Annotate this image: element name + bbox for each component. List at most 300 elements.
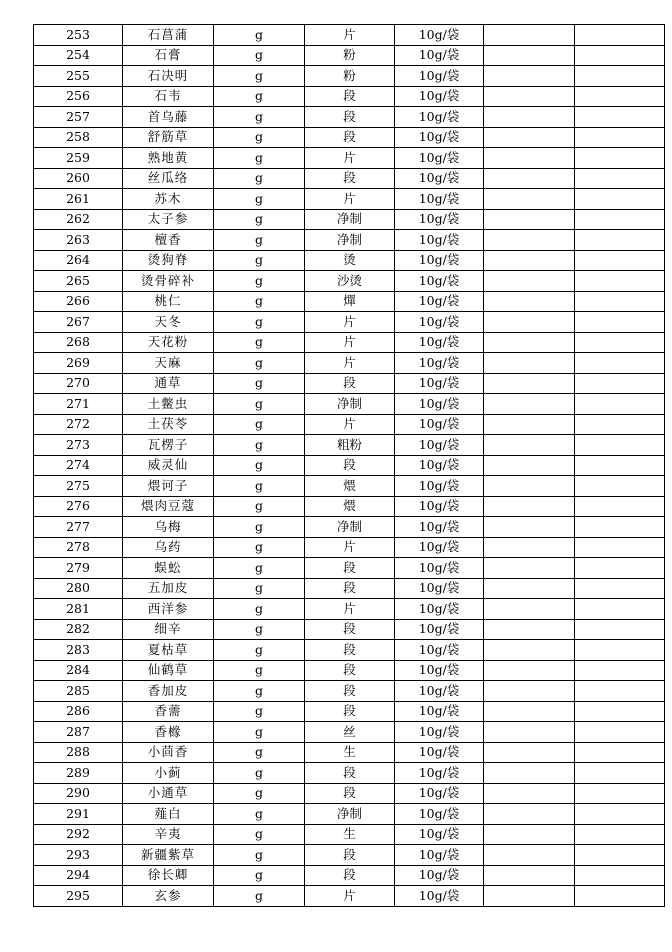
package-cell: 10g/袋 — [395, 107, 484, 128]
empty-cell — [575, 496, 665, 517]
empty-cell — [484, 107, 575, 128]
herb-name: 石菖蒲 — [123, 25, 214, 46]
unit-cell: g — [214, 865, 305, 886]
empty-cell — [575, 558, 665, 579]
empty-cell — [575, 681, 665, 702]
table-row — [34, 742, 665, 763]
unit-cell: g — [214, 250, 305, 271]
herb-name: 太子参 — [123, 209, 214, 230]
package-cell: 10g/袋 — [395, 250, 484, 271]
row-number: 283 — [34, 640, 123, 661]
empty-cell — [575, 66, 665, 87]
unit-cell: g — [214, 681, 305, 702]
empty-cell — [575, 86, 665, 107]
empty-cell — [484, 250, 575, 271]
table-row — [34, 599, 665, 620]
unit-cell: g — [214, 578, 305, 599]
empty-cell — [484, 845, 575, 866]
package-cell: 10g/袋 — [395, 25, 484, 46]
empty-cell — [484, 476, 575, 497]
row-number: 258 — [34, 127, 123, 148]
empty-cell — [575, 865, 665, 886]
empty-cell — [575, 722, 665, 743]
row-number: 276 — [34, 496, 123, 517]
empty-cell — [575, 660, 665, 681]
empty-cell — [575, 599, 665, 620]
spec-cell: 段 — [305, 86, 395, 107]
unit-cell: g — [214, 660, 305, 681]
unit-cell: g — [214, 845, 305, 866]
table-row — [34, 804, 665, 825]
table-row — [34, 783, 665, 804]
spec-cell: 段 — [305, 681, 395, 702]
package-cell: 10g/袋 — [395, 45, 484, 66]
empty-cell — [575, 291, 665, 312]
row-number: 277 — [34, 517, 123, 538]
herb-name: 煨肉豆蔻 — [123, 496, 214, 517]
empty-cell — [484, 619, 575, 640]
package-cell: 10g/袋 — [395, 640, 484, 661]
spec-cell: 段 — [305, 660, 395, 681]
herb-name: 薤白 — [123, 804, 214, 825]
spec-cell: 段 — [305, 640, 395, 661]
empty-cell — [484, 86, 575, 107]
empty-cell — [575, 701, 665, 722]
empty-cell — [484, 537, 575, 558]
empty-cell — [575, 886, 665, 907]
herb-name: 桃仁 — [123, 291, 214, 312]
table-row — [34, 230, 665, 251]
unit-cell: g — [214, 640, 305, 661]
unit-cell: g — [214, 271, 305, 292]
row-number: 266 — [34, 291, 123, 312]
spec-cell: 段 — [305, 373, 395, 394]
spec-cell: 片 — [305, 414, 395, 435]
unit-cell: g — [214, 783, 305, 804]
spec-cell: 段 — [305, 865, 395, 886]
spec-cell: 生 — [305, 824, 395, 845]
table-row — [34, 291, 665, 312]
empty-cell — [484, 168, 575, 189]
herb-name: 石膏 — [123, 45, 214, 66]
empty-cell — [575, 824, 665, 845]
empty-cell — [484, 681, 575, 702]
table-row — [34, 107, 665, 128]
spec-cell: 片 — [305, 312, 395, 333]
herb-name: 蜈蚣 — [123, 558, 214, 579]
empty-cell — [484, 824, 575, 845]
empty-cell — [484, 373, 575, 394]
table-row — [34, 865, 665, 886]
package-cell: 10g/袋 — [395, 681, 484, 702]
empty-cell — [575, 394, 665, 415]
empty-cell — [484, 660, 575, 681]
table-row — [34, 271, 665, 292]
package-cell: 10g/袋 — [395, 66, 484, 87]
empty-cell — [484, 558, 575, 579]
row-number: 294 — [34, 865, 123, 886]
unit-cell: g — [214, 332, 305, 353]
spec-cell: 段 — [305, 168, 395, 189]
spec-cell: 片 — [305, 189, 395, 210]
herb-name: 夏枯草 — [123, 640, 214, 661]
package-cell: 10g/袋 — [395, 660, 484, 681]
row-number: 263 — [34, 230, 123, 251]
unit-cell: g — [214, 558, 305, 579]
unit-cell: g — [214, 517, 305, 538]
table-row — [34, 578, 665, 599]
spec-cell: 煨 — [305, 476, 395, 497]
package-cell: 10g/袋 — [395, 701, 484, 722]
herb-name: 首乌藤 — [123, 107, 214, 128]
package-cell: 10g/袋 — [395, 291, 484, 312]
empty-cell — [484, 865, 575, 886]
empty-cell — [484, 414, 575, 435]
empty-cell — [575, 312, 665, 333]
row-number: 288 — [34, 742, 123, 763]
package-cell: 10g/袋 — [395, 394, 484, 415]
unit-cell: g — [214, 476, 305, 497]
package-cell: 10g/袋 — [395, 783, 484, 804]
unit-cell: g — [214, 291, 305, 312]
row-number: 280 — [34, 578, 123, 599]
row-number: 271 — [34, 394, 123, 415]
empty-cell — [575, 742, 665, 763]
unit-cell: g — [214, 373, 305, 394]
spec-cell: 段 — [305, 845, 395, 866]
empty-cell — [484, 599, 575, 620]
package-cell: 10g/袋 — [395, 537, 484, 558]
empty-cell — [575, 435, 665, 456]
unit-cell: g — [214, 722, 305, 743]
table-row — [34, 496, 665, 517]
herb-name: 烫狗脊 — [123, 250, 214, 271]
empty-cell — [484, 722, 575, 743]
row-number: 256 — [34, 86, 123, 107]
herb-name: 石决明 — [123, 66, 214, 87]
empty-cell — [575, 783, 665, 804]
row-number: 285 — [34, 681, 123, 702]
unit-cell: g — [214, 148, 305, 169]
unit-cell: g — [214, 537, 305, 558]
empty-cell — [575, 619, 665, 640]
table-row — [34, 537, 665, 558]
herb-name: 小通草 — [123, 783, 214, 804]
row-number: 269 — [34, 353, 123, 374]
spec-cell: 段 — [305, 701, 395, 722]
table-row — [34, 127, 665, 148]
spec-cell: 丝 — [305, 722, 395, 743]
herb-name: 煨诃子 — [123, 476, 214, 497]
row-number: 273 — [34, 435, 123, 456]
spec-cell: 煨 — [305, 496, 395, 517]
table-row — [34, 394, 665, 415]
empty-cell — [575, 250, 665, 271]
table-row — [34, 25, 665, 46]
spec-cell: 粉 — [305, 45, 395, 66]
empty-cell — [484, 701, 575, 722]
row-number: 278 — [34, 537, 123, 558]
table-row — [34, 640, 665, 661]
herb-name: 五加皮 — [123, 578, 214, 599]
empty-cell — [575, 763, 665, 784]
unit-cell: g — [214, 804, 305, 825]
empty-cell — [575, 189, 665, 210]
empty-cell — [575, 353, 665, 374]
package-cell: 10g/袋 — [395, 373, 484, 394]
spec-cell: 沙烫 — [305, 271, 395, 292]
spec-cell: 片 — [305, 537, 395, 558]
unit-cell: g — [214, 414, 305, 435]
package-cell: 10g/袋 — [395, 353, 484, 374]
empty-cell — [484, 435, 575, 456]
unit-cell: g — [214, 209, 305, 230]
empty-cell — [575, 804, 665, 825]
package-cell: 10g/袋 — [395, 455, 484, 476]
unit-cell: g — [214, 66, 305, 87]
empty-cell — [484, 578, 575, 599]
herb-name: 丝瓜络 — [123, 168, 214, 189]
spec-cell: 烫 — [305, 250, 395, 271]
row-number: 260 — [34, 168, 123, 189]
empty-cell — [484, 230, 575, 251]
unit-cell: g — [214, 455, 305, 476]
package-cell: 10g/袋 — [395, 722, 484, 743]
spec-cell: 粗粉 — [305, 435, 395, 456]
package-cell: 10g/袋 — [395, 127, 484, 148]
spec-cell: 片 — [305, 25, 395, 46]
row-number: 257 — [34, 107, 123, 128]
herb-name: 新疆紫草 — [123, 845, 214, 866]
herb-name: 石韦 — [123, 86, 214, 107]
table-row — [34, 332, 665, 353]
empty-cell — [484, 496, 575, 517]
table-row — [34, 660, 665, 681]
herb-name: 土鳖虫 — [123, 394, 214, 415]
empty-cell — [484, 455, 575, 476]
spec-cell: 段 — [305, 578, 395, 599]
spec-cell: 片 — [305, 886, 395, 907]
row-number: 289 — [34, 763, 123, 784]
herb-name: 香薷 — [123, 701, 214, 722]
empty-cell — [575, 230, 665, 251]
herb-table-body — [34, 25, 665, 907]
package-cell: 10g/袋 — [395, 578, 484, 599]
table-row — [34, 701, 665, 722]
herb-name: 西洋参 — [123, 599, 214, 620]
herb-name: 檀香 — [123, 230, 214, 251]
row-number: 275 — [34, 476, 123, 497]
row-number: 290 — [34, 783, 123, 804]
herb-name: 天麻 — [123, 353, 214, 374]
herb-name: 仙鹤草 — [123, 660, 214, 681]
empty-cell — [484, 804, 575, 825]
table-row — [34, 619, 665, 640]
package-cell: 10g/袋 — [395, 619, 484, 640]
spec-cell: 净制 — [305, 517, 395, 538]
package-cell: 10g/袋 — [395, 148, 484, 169]
row-number: 272 — [34, 414, 123, 435]
row-number: 254 — [34, 45, 123, 66]
spec-cell: 段 — [305, 558, 395, 579]
unit-cell: g — [214, 824, 305, 845]
empty-cell — [575, 332, 665, 353]
spec-cell: 段 — [305, 107, 395, 128]
table-row — [34, 148, 665, 169]
package-cell: 10g/袋 — [395, 599, 484, 620]
empty-cell — [575, 414, 665, 435]
spec-cell: 燀 — [305, 291, 395, 312]
herb-name: 细辛 — [123, 619, 214, 640]
herb-name: 小茴香 — [123, 742, 214, 763]
spec-cell: 段 — [305, 763, 395, 784]
table-row — [34, 435, 665, 456]
spec-cell: 净制 — [305, 804, 395, 825]
unit-cell: g — [214, 25, 305, 46]
package-cell: 10g/袋 — [395, 763, 484, 784]
spec-cell: 片 — [305, 353, 395, 374]
package-cell: 10g/袋 — [395, 845, 484, 866]
table-row — [34, 250, 665, 271]
empty-cell — [575, 107, 665, 128]
empty-cell — [575, 640, 665, 661]
package-cell: 10g/袋 — [395, 496, 484, 517]
package-cell: 10g/袋 — [395, 168, 484, 189]
package-cell: 10g/袋 — [395, 804, 484, 825]
unit-cell: g — [214, 619, 305, 640]
row-number: 291 — [34, 804, 123, 825]
empty-cell — [484, 353, 575, 374]
package-cell: 10g/袋 — [395, 414, 484, 435]
herb-name: 乌梅 — [123, 517, 214, 538]
table-row — [34, 845, 665, 866]
unit-cell: g — [214, 86, 305, 107]
table-row — [34, 45, 665, 66]
empty-cell — [484, 189, 575, 210]
empty-cell — [484, 742, 575, 763]
row-number: 281 — [34, 599, 123, 620]
row-number: 279 — [34, 558, 123, 579]
empty-cell — [484, 517, 575, 538]
table-row — [34, 558, 665, 579]
herb-name: 天冬 — [123, 312, 214, 333]
herb-name: 熟地黄 — [123, 148, 214, 169]
row-number: 295 — [34, 886, 123, 907]
table-row — [34, 824, 665, 845]
table-row — [34, 763, 665, 784]
empty-cell — [484, 332, 575, 353]
herb-name: 通草 — [123, 373, 214, 394]
row-number: 261 — [34, 189, 123, 210]
row-number: 270 — [34, 373, 123, 394]
row-number: 274 — [34, 455, 123, 476]
unit-cell: g — [214, 435, 305, 456]
empty-cell — [575, 845, 665, 866]
table-row — [34, 209, 665, 230]
package-cell: 10g/袋 — [395, 189, 484, 210]
unit-cell: g — [214, 353, 305, 374]
table-row — [34, 86, 665, 107]
table-row — [34, 681, 665, 702]
empty-cell — [575, 455, 665, 476]
empty-cell — [484, 45, 575, 66]
row-number: 286 — [34, 701, 123, 722]
row-number: 253 — [34, 25, 123, 46]
empty-cell — [575, 148, 665, 169]
package-cell: 10g/袋 — [395, 230, 484, 251]
spec-cell: 净制 — [305, 394, 395, 415]
row-number: 268 — [34, 332, 123, 353]
empty-cell — [575, 373, 665, 394]
empty-cell — [575, 168, 665, 189]
unit-cell: g — [214, 763, 305, 784]
package-cell: 10g/袋 — [395, 209, 484, 230]
table-row — [34, 189, 665, 210]
package-cell: 10g/袋 — [395, 476, 484, 497]
empty-cell — [484, 25, 575, 46]
herb-name: 烫骨碎补 — [123, 271, 214, 292]
unit-cell: g — [214, 886, 305, 907]
empty-cell — [484, 209, 575, 230]
herb-name: 辛夷 — [123, 824, 214, 845]
herb-name: 玄参 — [123, 886, 214, 907]
unit-cell: g — [214, 189, 305, 210]
table-row — [34, 66, 665, 87]
table-row — [34, 455, 665, 476]
spec-cell: 净制 — [305, 209, 395, 230]
unit-cell: g — [214, 107, 305, 128]
row-number: 259 — [34, 148, 123, 169]
table-row — [34, 517, 665, 538]
row-number: 282 — [34, 619, 123, 640]
row-number: 264 — [34, 250, 123, 271]
herb-name: 舒筋草 — [123, 127, 214, 148]
empty-cell — [575, 578, 665, 599]
herb-name: 苏木 — [123, 189, 214, 210]
spec-cell: 段 — [305, 455, 395, 476]
table-row — [34, 312, 665, 333]
herb-name: 土茯苓 — [123, 414, 214, 435]
empty-cell — [484, 763, 575, 784]
spec-cell: 生 — [305, 742, 395, 763]
unit-cell: g — [214, 312, 305, 333]
empty-cell — [484, 886, 575, 907]
package-cell: 10g/袋 — [395, 517, 484, 538]
empty-cell — [575, 45, 665, 66]
table-row — [34, 353, 665, 374]
empty-cell — [575, 476, 665, 497]
herb-table — [33, 24, 665, 907]
package-cell: 10g/袋 — [395, 824, 484, 845]
unit-cell: g — [214, 230, 305, 251]
herb-name: 香橼 — [123, 722, 214, 743]
spec-cell: 段 — [305, 783, 395, 804]
herb-name: 威灵仙 — [123, 455, 214, 476]
empty-cell — [575, 537, 665, 558]
package-cell: 10g/袋 — [395, 865, 484, 886]
empty-cell — [484, 394, 575, 415]
unit-cell: g — [214, 496, 305, 517]
package-cell: 10g/袋 — [395, 558, 484, 579]
package-cell: 10g/袋 — [395, 86, 484, 107]
row-number: 284 — [34, 660, 123, 681]
table-row — [34, 168, 665, 189]
empty-cell — [484, 127, 575, 148]
row-number: 267 — [34, 312, 123, 333]
herb-name: 天花粉 — [123, 332, 214, 353]
table-row — [34, 373, 665, 394]
row-number: 255 — [34, 66, 123, 87]
